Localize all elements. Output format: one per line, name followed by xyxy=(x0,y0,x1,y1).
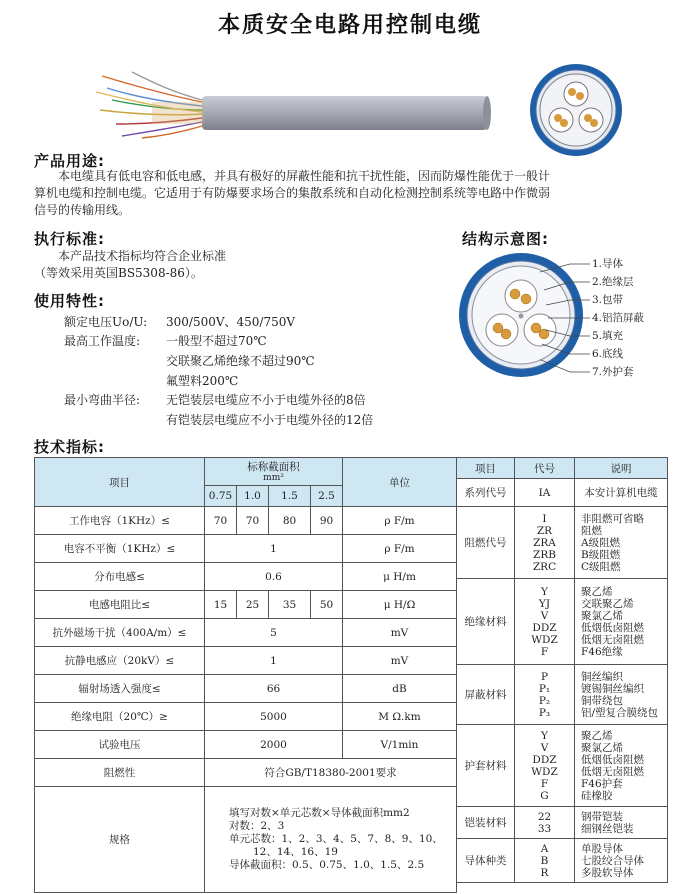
spec-cell: 80 xyxy=(269,507,311,535)
code-value: DDZ xyxy=(532,621,557,634)
code-value: A xyxy=(540,842,549,855)
spec-row-item: 分布电感≤ xyxy=(35,563,205,591)
spec-cell: 35 xyxy=(269,591,311,619)
code-desc: F46护套 xyxy=(581,777,623,790)
code-value: I xyxy=(542,512,547,525)
spec-row-item: 工作电容（1KHz）≤ xyxy=(35,507,205,535)
usage-line: 信号的传输用线。 xyxy=(34,203,131,217)
page-title: 本质安全电路用控制电缆 xyxy=(217,13,482,38)
section-size: 1.5 xyxy=(269,485,311,506)
standard-line: （等效采用英国BS5308-86）。 xyxy=(34,266,203,280)
usage-text xyxy=(34,168,674,219)
code-desc: 聚乙烯 xyxy=(581,585,613,598)
spec-header-unit: 单位 xyxy=(343,458,457,507)
section-size: 0.75 xyxy=(205,485,237,506)
code-descs xyxy=(575,579,668,665)
code-desc: C级阻燃 xyxy=(581,560,621,573)
code-desc: 低烟无卤阻燃 xyxy=(581,633,644,646)
spec-cell: 5000 xyxy=(205,703,343,731)
bend-line: 有铠装层电缆应不小于电缆外径的12倍 xyxy=(166,413,374,427)
code-value: F xyxy=(540,777,549,790)
spec-row-item: 电容不平衡（1KHz）≤ xyxy=(35,535,205,563)
bend-line: 无铠装层电缆应不小于电缆外径的8倍 xyxy=(166,393,366,407)
code-value: P₂ xyxy=(538,694,551,707)
standard-line: 本产品技术指标均符合企业标准 xyxy=(34,249,227,263)
spec-line: 单元芯数：1、2、3、4、5、7、8、9、10、 xyxy=(229,833,443,845)
spec-row-item: 辐射场透入强度≤ xyxy=(35,675,205,703)
code-value: WDZ xyxy=(531,633,558,646)
code-desc: 铜丝编织 xyxy=(581,670,623,683)
code-desc: 铝/塑复合膜绕包 xyxy=(581,706,659,719)
spec-unit: M Ω.km xyxy=(343,703,457,731)
code-value: F xyxy=(540,645,549,658)
usage-heading: 产品用途: xyxy=(34,152,105,170)
code-value: IA xyxy=(515,479,575,507)
cross-section-small xyxy=(528,62,624,158)
spec-row-item: 抗静电感应（20kV）≤ xyxy=(35,647,205,675)
standard-text xyxy=(34,248,226,282)
code-value: ZRC xyxy=(532,560,557,573)
code-group-name: 铠装材料 xyxy=(457,807,515,839)
spec-line: 导体截面积：0.5、0.75、1.0、1.5、2.5 xyxy=(229,859,425,871)
code-value: R xyxy=(540,866,549,879)
code-header-item: 项目 xyxy=(457,458,515,479)
bend-label: 最小弯曲半径: xyxy=(64,393,141,407)
temp-label: 最高工作温度: xyxy=(64,334,141,348)
spec-cell: 5 xyxy=(205,619,343,647)
spec-row-item: 规格 xyxy=(35,787,205,893)
code-descs xyxy=(575,725,668,807)
code-desc: 聚氯乙烯 xyxy=(581,609,623,622)
temp-line: 氟塑料200℃ xyxy=(166,374,239,388)
section-size: 1.0 xyxy=(237,485,269,506)
voltage-label: 额定电压Uo/U: xyxy=(64,315,148,329)
code-value: G xyxy=(540,789,549,802)
temp-line: 一般型不超过70℃ xyxy=(166,334,267,348)
structure-heading: 结构示意图: xyxy=(462,230,549,248)
code-value: Y xyxy=(541,585,548,598)
code-descs xyxy=(575,807,668,839)
code-value: B xyxy=(540,854,549,867)
section-label: 标称截面积 xyxy=(247,461,300,474)
spec-cell: 90 xyxy=(311,507,343,535)
spec-row-item: 绝缘电阻（20℃）≥ xyxy=(35,703,205,731)
code-group-name: 屏蔽材料 xyxy=(457,665,515,725)
bend-values xyxy=(166,392,373,429)
spec-unit: μ H/m xyxy=(343,563,457,591)
spec-cell: 符合GB/T18380-2001要求 xyxy=(205,759,457,787)
spec-line: 填写对数×单元芯数×导体截面积mm2 xyxy=(229,807,410,819)
spec-table xyxy=(34,457,457,893)
section-unit: mm² xyxy=(263,473,284,484)
tech-heading: 技术指标: xyxy=(34,438,105,456)
code-value: P xyxy=(540,670,549,683)
spec-description xyxy=(205,787,457,893)
spec-header-item: 项目 xyxy=(35,458,205,507)
code-value: ZRB xyxy=(533,548,556,561)
spec-unit: mV xyxy=(343,619,457,647)
structure-leader-lines xyxy=(540,250,600,380)
code-desc: 镀锡铜丝编织 xyxy=(581,682,644,695)
legend-item: 1.导体 xyxy=(592,258,624,270)
spec-row-item: 阻燃性 xyxy=(35,759,205,787)
code-value: V xyxy=(540,609,549,622)
spec-line: 12、14、16、19 xyxy=(253,846,338,858)
spec-row-item: 电感电阻比≤ xyxy=(35,591,205,619)
code-value: DDZ xyxy=(532,753,557,766)
code-desc: 细钢丝铠装 xyxy=(581,822,634,835)
code-values xyxy=(515,507,575,579)
usage-line: 本电缆具有低电容和低电感，并具有极好的屏蔽性能和抗干扰性能，因而防爆性能优于一般计 xyxy=(34,169,551,183)
spec-cell: 1 xyxy=(205,647,343,675)
code-group-name: 阻燃代号 xyxy=(457,507,515,579)
code-values xyxy=(515,725,575,807)
spec-unit: V/1min xyxy=(343,731,457,759)
spec-unit: μ H/Ω xyxy=(343,591,457,619)
code-group-name: 护套材料 xyxy=(457,725,515,807)
spec-cell: 50 xyxy=(311,591,343,619)
spec-unit: ρ F/m xyxy=(343,507,457,535)
code-descs xyxy=(575,665,668,725)
code-desc: 非阻燃可省略 xyxy=(581,512,644,525)
code-values xyxy=(515,839,575,883)
code-value: V xyxy=(540,741,549,754)
spec-row-item: 试验电压 xyxy=(35,731,205,759)
legend-item: 4.铝箔屏蔽 xyxy=(592,312,645,324)
code-desc: 硅橡胶 xyxy=(581,789,613,802)
code-desc: 铜带绕包 xyxy=(581,694,623,707)
spec-unit: ρ F/m xyxy=(343,535,457,563)
code-group-name: 导体种类 xyxy=(457,839,515,883)
cable-photo xyxy=(92,66,492,140)
code-desc: B级阻燃 xyxy=(581,548,621,561)
code-value: WDZ xyxy=(531,765,558,778)
code-group-name: 系列代号 xyxy=(457,479,515,507)
code-value: YJ xyxy=(538,597,551,610)
code-desc: 低烟无卤阻燃 xyxy=(581,765,644,778)
spec-line: 对数：2、3 xyxy=(229,820,285,832)
code-desc: 单股导体 xyxy=(581,842,623,855)
code-value: 33 xyxy=(537,822,552,835)
code-values xyxy=(515,579,575,665)
code-desc: 聚氯乙烯 xyxy=(581,741,623,754)
spec-cell: 15 xyxy=(205,591,237,619)
spec-cell: 70 xyxy=(237,507,269,535)
spec-row-item: 抗外磁场干扰（400A/m）≤ xyxy=(35,619,205,647)
code-desc: 聚乙烯 xyxy=(581,729,613,742)
voltage-value: 300/500V、450/750V xyxy=(166,315,296,329)
code-desc: 低烟低卤阻燃 xyxy=(581,753,644,766)
legend-item: 7.外护套 xyxy=(592,366,634,378)
spec-cell: 1 xyxy=(205,535,343,563)
legend-item: 6.底线 xyxy=(592,348,624,360)
spec-unit: dB xyxy=(343,675,457,703)
spec-header-section xyxy=(205,458,343,486)
spec-cell: 66 xyxy=(205,675,343,703)
section-size: 2.5 xyxy=(311,485,343,506)
code-descs xyxy=(575,507,668,579)
code-header-code: 代号 xyxy=(515,458,575,479)
usage-line: 算机电缆和控制电缆。它适用于有防爆要求场合的集散系统和自动化检测控制系统等电路中作微弱 xyxy=(34,186,551,200)
code-desc: 钢带铠装 xyxy=(581,810,623,823)
structure-legend xyxy=(592,256,644,382)
legend-item: 2.绝缘层 xyxy=(592,276,634,288)
spec-cell: 0.6 xyxy=(205,563,343,591)
code-header-desc: 说明 xyxy=(575,458,668,479)
spec-cell: 2000 xyxy=(205,731,343,759)
standard-heading: 执行标准: xyxy=(34,230,105,248)
code-value: ZRA xyxy=(533,536,556,549)
code-value: Y xyxy=(541,729,548,742)
spec-unit: mV xyxy=(343,647,457,675)
code-desc: 多股软导体 xyxy=(581,866,634,879)
code-desc: 阻燃 xyxy=(581,524,602,537)
code-value: ZR xyxy=(536,524,553,537)
code-desc: 七股绞合导体 xyxy=(581,854,644,867)
code-value: P₃ xyxy=(538,706,551,719)
code-value: P₁ xyxy=(538,682,551,695)
code-descs xyxy=(575,839,668,883)
code-desc: 本安计算机电缆 xyxy=(575,479,668,507)
code-desc: A级阻燃 xyxy=(581,536,621,549)
code-value: 22 xyxy=(537,810,552,823)
code-group-name: 绝缘材料 xyxy=(457,579,515,665)
code-desc: 交联聚乙烯 xyxy=(581,597,634,610)
temp-line: 交联聚乙烯绝缘不超过90℃ xyxy=(166,354,315,368)
code-desc: F46绝缘 xyxy=(581,645,623,658)
code-desc: 低烟低卤阻燃 xyxy=(581,621,644,634)
spec-cell: 25 xyxy=(237,591,269,619)
legend-item: 3.包带 xyxy=(592,294,624,306)
features-heading: 使用特性: xyxy=(34,292,105,310)
temp-values xyxy=(166,333,315,390)
spec-cell: 70 xyxy=(205,507,237,535)
code-values xyxy=(515,807,575,839)
code-values xyxy=(515,665,575,725)
legend-item: 5.填充 xyxy=(592,330,624,342)
code-table xyxy=(456,457,668,883)
